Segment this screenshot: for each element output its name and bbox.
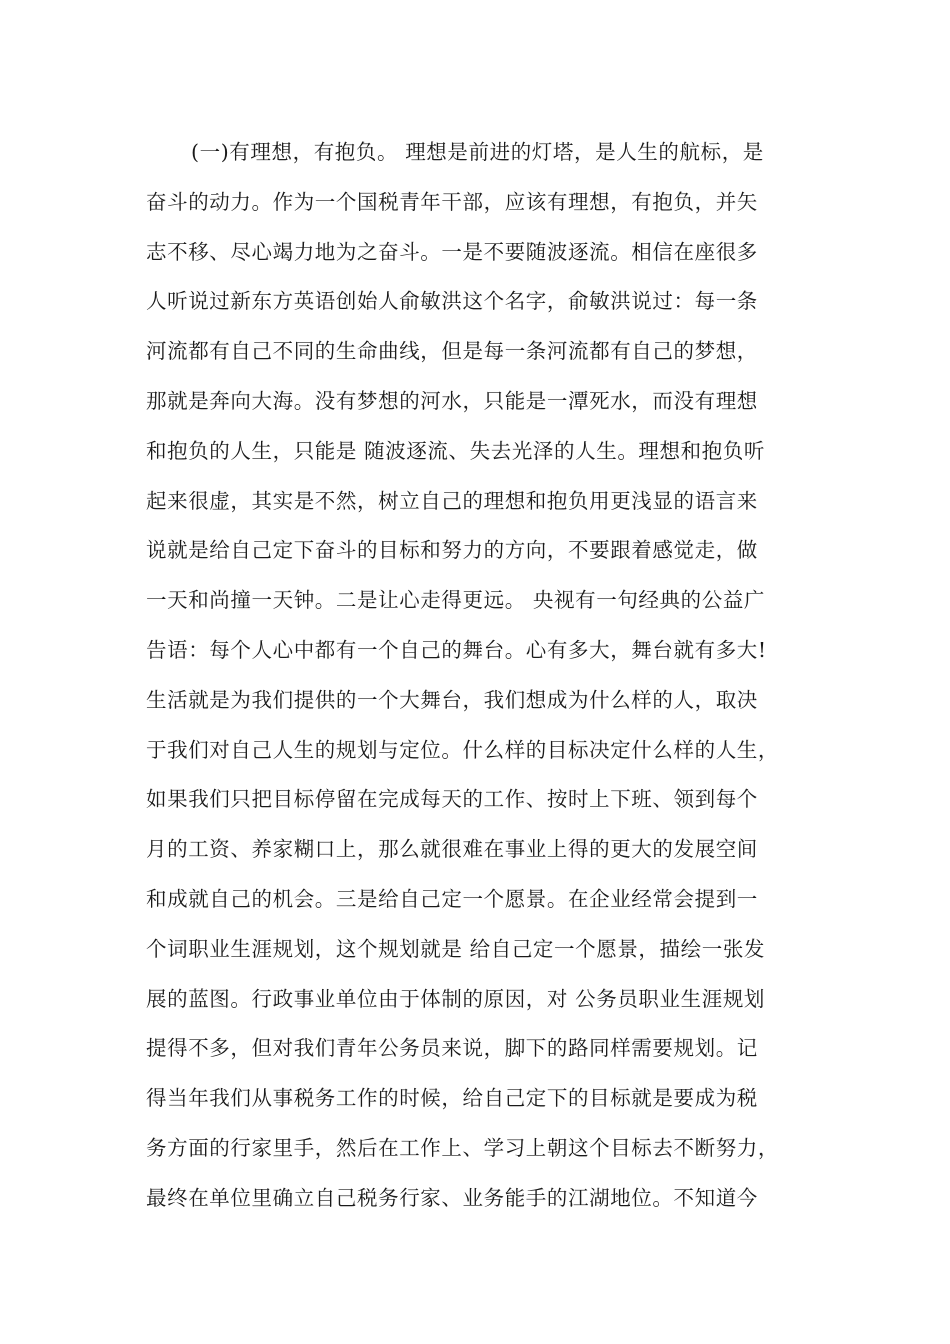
text-line: 那就是奔向大海。没有梦想的河水，只能是一潭死水，而没有理想	[146, 388, 758, 413]
text-line: 月的工资、养家糊口上，那么就很难在事业上得的更大的发展空间	[146, 837, 758, 862]
text-line: 奋斗的动力。作为一个国税青年干部，应该有理想，有抱负，并矢	[146, 189, 758, 214]
text-line: 和抱负的人生，只能是 随波逐流、失去光泽的人生。理想和抱负听	[146, 438, 766, 463]
text-line: 个词职业生涯规划，这个规划就是 给自己定一个愿景，描绘一张发	[146, 936, 766, 961]
body-paragraph	[146, 130, 806, 1226]
text-line: 一天和尚撞一天钟。二是让心走得更远。 央视有一句经典的公益广	[146, 588, 766, 613]
text-line: 于我们对自己人生的规划与定位。什么样的目标决定什么样的人生，	[146, 737, 779, 762]
text-line: 生活就是为我们提供的一个大舞台，我们想成为什么样的人，取决	[146, 687, 758, 712]
text-line: 志不移、尽心竭力地为之奋斗。一是不要随波逐流。相信在座很多	[146, 239, 758, 264]
text-line: 河流都有自己不同的生命曲线，但是每一条河流都有自己的梦想，	[146, 339, 758, 364]
text-line: 告语：每个人心中都有一个自己的舞台。心有多大，舞台就有多大!	[146, 637, 767, 662]
text-line: 提得不多，但对我们青年公务员来说，脚下的路同样需要规划。记	[146, 1036, 758, 1061]
text-line: 展的蓝图。行政事业单位由于体制的原因，对 公务员职业生涯规划	[146, 986, 766, 1011]
text-line: 最终在单位里确立自己税务行家、业务能手的江湖地位。不知道今	[146, 1185, 758, 1210]
text-line: 务方面的行家里手，然后在工作上、学习上朝这个目标去不断努力，	[146, 1135, 779, 1160]
text-line: 和成就自己的机会。三是给自己定一个愿景。在企业经常会提到一	[146, 886, 758, 911]
text-line: 说就是给自己定下奋斗的目标和努力的方向，不要跟着感觉走，做	[146, 538, 758, 563]
text-line: 起来很虚，其实是不然，树立自己的理想和抱负用更浅显的语言来	[146, 488, 758, 513]
text-line: 人听说过新东方英语创始人俞敏洪这个名字，俞敏洪说过：每一条	[146, 289, 758, 314]
text-line: (一)有理想，有抱负。 理想是前进的灯塔，是人生的航标，是	[191, 140, 764, 164]
text-line: 得当年我们从事税务工作的时候，给自己定下的目标就是要成为税	[146, 1086, 758, 1111]
text-line: 如果我们只把目标停留在完成每天的工作、按时上下班、领到每个	[146, 787, 758, 812]
